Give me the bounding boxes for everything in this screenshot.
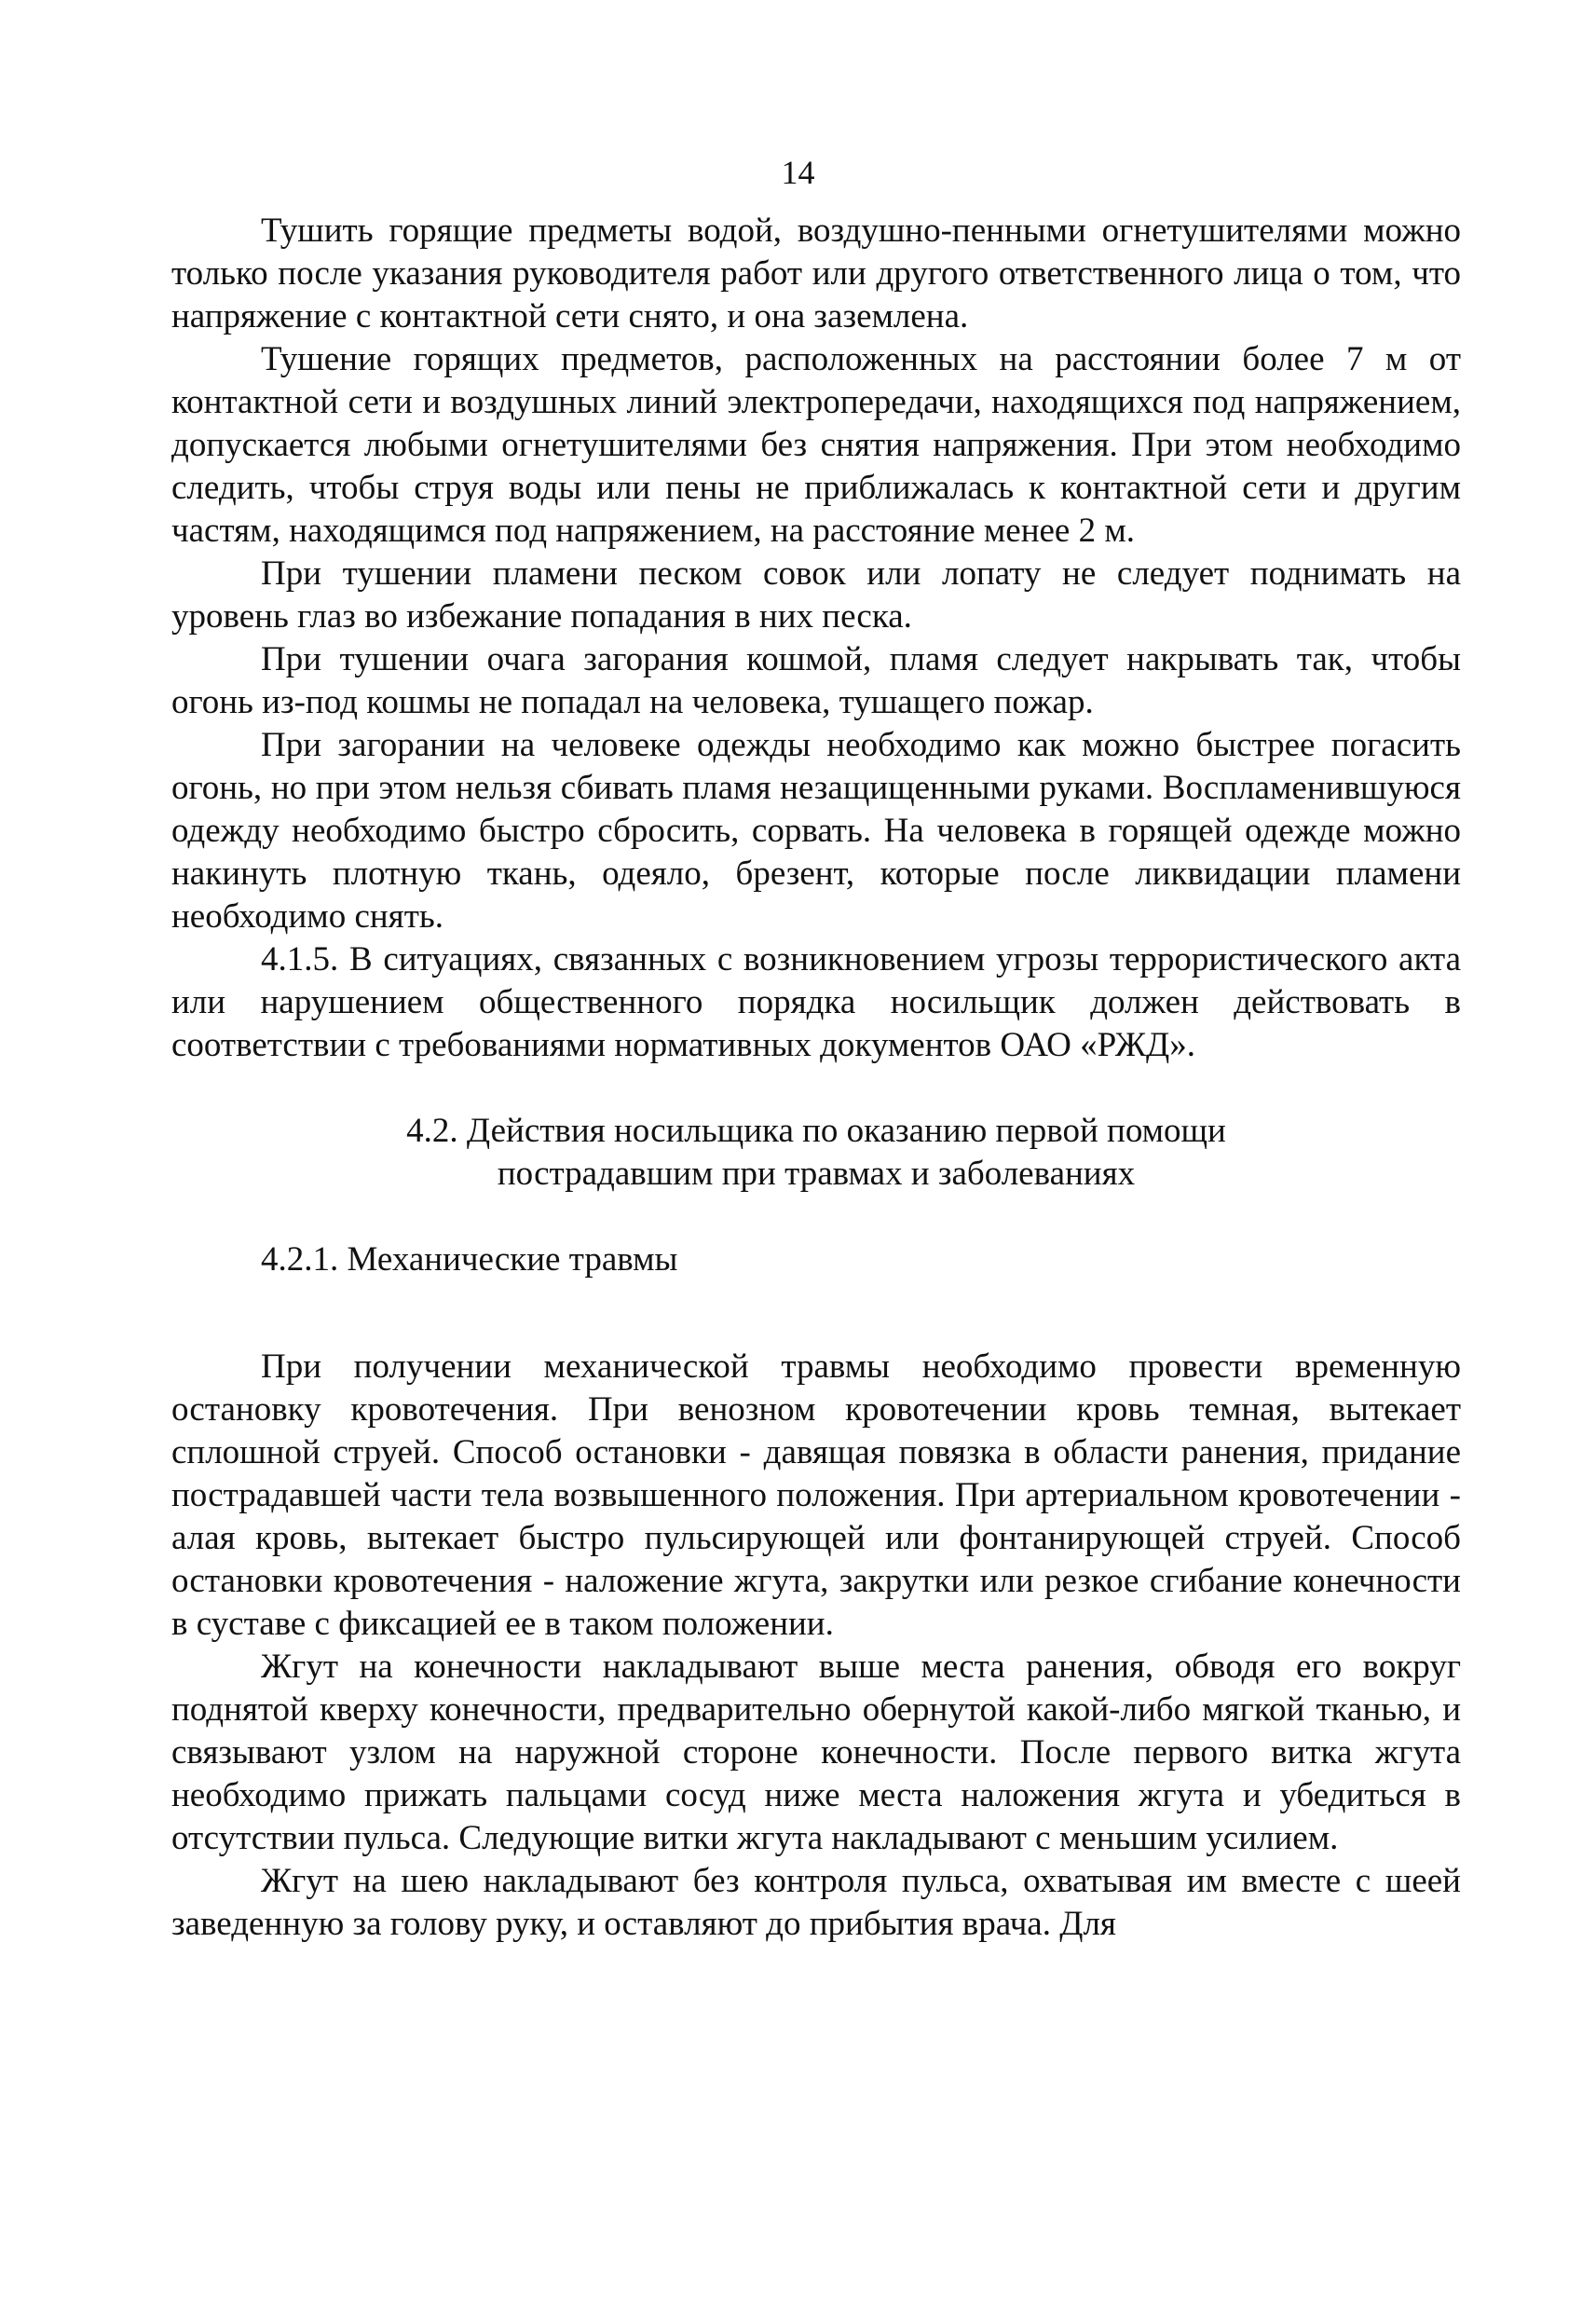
paragraph-tourniquet-neck: Жгут на шею накладывают без контроля пульса, охватывая им вместе с шеей заведенную за голову руку, и оставляют до прибытия врача. Для: [171, 1862, 1461, 1943]
paragraph-burning-clothes: При загорании на человеке одежды необходимо как можно быстрее погасить огонь, но при этом нельзя сбивать пламя незащищенными руками. Воспламенившуюся одежду необходимо быстро сбросить, сорвать. На человека в горящей одежде можно накинуть плотную ткань, одеяло, брезент, которые после ликвидации пламени необходимо снять.: [171, 726, 1461, 936]
section-heading-line-2: пострадавшим при травмах и заболеваниях: [497, 1155, 1136, 1193]
section-heading-first-aid: [171, 1110, 1461, 1196]
paragraph-bleeding-stop: При получении механической травмы необходимо провести временную остановку кровотечения. При венозном кровотечении кровь темная, вытекает сплошной струей. Способ остановки - давящая повязка в области ранения, придание пострадавшей части тела возвышенного положения. При артериальном кровотечении - алая кровь, вытекает быстро пульсирующей или фонтанирующей струей. Способ остановки кровотечения - наложение жгута, закрутки или резкое сгибание конечности в суставе с фиксацией ее в таком положении.: [171, 1348, 1461, 1643]
document-body: [171, 210, 1461, 1946]
paragraph-sand-extinguishing: При тушении пламени песком совок или лопату не следует поднимать на уровень глаз во избежание попадания в них песка.: [171, 554, 1461, 636]
paragraph-extinguish-with-water: Тушить горящие предметы водой, воздушно-пенными огнетушителями можно только после указания руководителя работ или другого ответственного лица о том, что напряжение с контактной сети снято, и она заземлена.: [171, 212, 1461, 335]
paragraph-terrorist-threat: 4.1.5. В ситуациях, связанных с возникновением угрозы террористического акта или нарушением общественного порядка носильщик должен действовать в соответствии с требованиями нормативных документов ОАО «РЖД».: [171, 940, 1461, 1064]
subheading-mechanical-injuries: 4.2.1. Механические травмы: [261, 1240, 678, 1279]
paragraph-tourniquet-limb: Жгут на конечности накладывают выше места ранения, обводя его вокруг поднятой кверху конечности, предварительно обернутой какой-либо мягкой тканью, и связывают узлом на наружной стороне конечности. После первого витка жгута необходимо прижать пальцами сосуд ниже места наложения жгута и убедиться в отсутствии пульса. Следующие витки жгута накладывают с меньшим усилием.: [171, 1648, 1461, 1857]
paragraph-extinguish-distance: Тушение горящих предметов, расположенных на расстоянии более 7 м от контактной сети и воздушных линий электропередачи, находящихся под напряжением, допускается любыми огнетушителями без снятия напряжения. При этом необходимо следить, чтобы струя воды или пены не приближалась к контактной сети и другим частям, находящимся под напряжением, на расстояние менее 2 м.: [171, 340, 1461, 550]
paragraph-felt-blanket: При тушении очага загорания кошмой, пламя следует накрывать так, чтобы огонь из-под кошмы не попадал на человека, тушащего пожар.: [171, 640, 1461, 721]
page-number: 14: [781, 154, 815, 191]
section-heading-line-1: 4.2. Действия носильщика по оказанию первой помощи: [406, 1112, 1226, 1150]
